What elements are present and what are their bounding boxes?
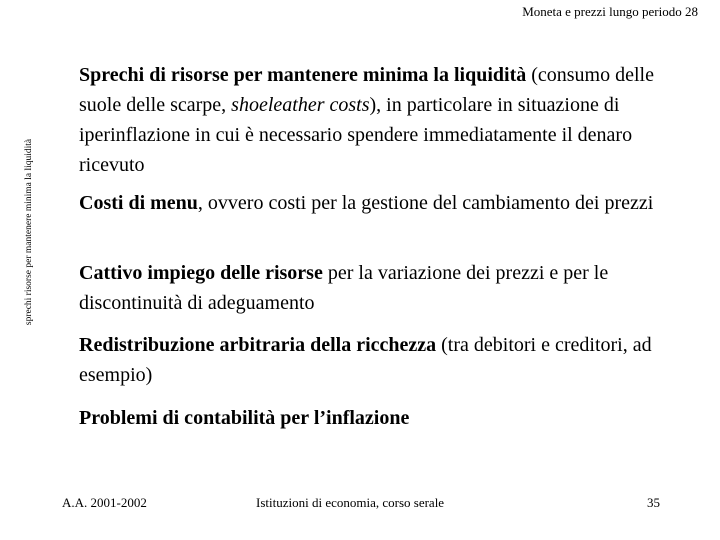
list-item-contabilita bbox=[79, 403, 679, 433]
side-label-text: sprechi risorse per mantenere minima la liquidità bbox=[24, 138, 34, 326]
item-text: , ovvero costi per la gestione del cambiamento dei prezzi bbox=[197, 192, 654, 214]
item-title: Cattivo impiego delle risorse bbox=[79, 262, 323, 284]
list-item-redistribuzione bbox=[79, 330, 679, 390]
item-title: Problemi di contabilità per l’inflazione bbox=[79, 407, 410, 429]
item-text: per la variazione dei prezzi e per le discontinuità di adeguamento bbox=[79, 262, 609, 314]
item-text: ), in particolare in situazione di iperinflazione in cui è necessario spendere immediatamente il denaro ricevuto bbox=[79, 94, 633, 176]
footer-course-name: Istituzioni di economia, corso serale bbox=[256, 495, 445, 510]
item-title: Redistribuzione arbitraria della ricchezza bbox=[79, 334, 437, 356]
footer-slide-number: 35 bbox=[647, 495, 660, 510]
item-text: (consumo delle suole delle scarpe, bbox=[79, 64, 654, 116]
item-title: Sprechi di risorse per mantenere minima la liquidità bbox=[79, 64, 527, 86]
item-text: (tra debitori e creditori, ad esempio) bbox=[79, 334, 652, 386]
list-item-costi-menu bbox=[79, 188, 679, 218]
list-item-sprechi bbox=[79, 60, 679, 180]
slide-header bbox=[522, 4, 698, 20]
item-title: Costi di menu bbox=[79, 192, 198, 214]
header-title: Moneta e prezzi lungo periodo bbox=[522, 4, 682, 19]
item-italic-text: shoeleather costs bbox=[231, 94, 370, 116]
header-page-number: 28 bbox=[685, 4, 698, 19]
list-item-cattivo-impiego bbox=[79, 258, 679, 318]
footer-academic-year: A.A. 2001-2002 bbox=[62, 495, 147, 510]
